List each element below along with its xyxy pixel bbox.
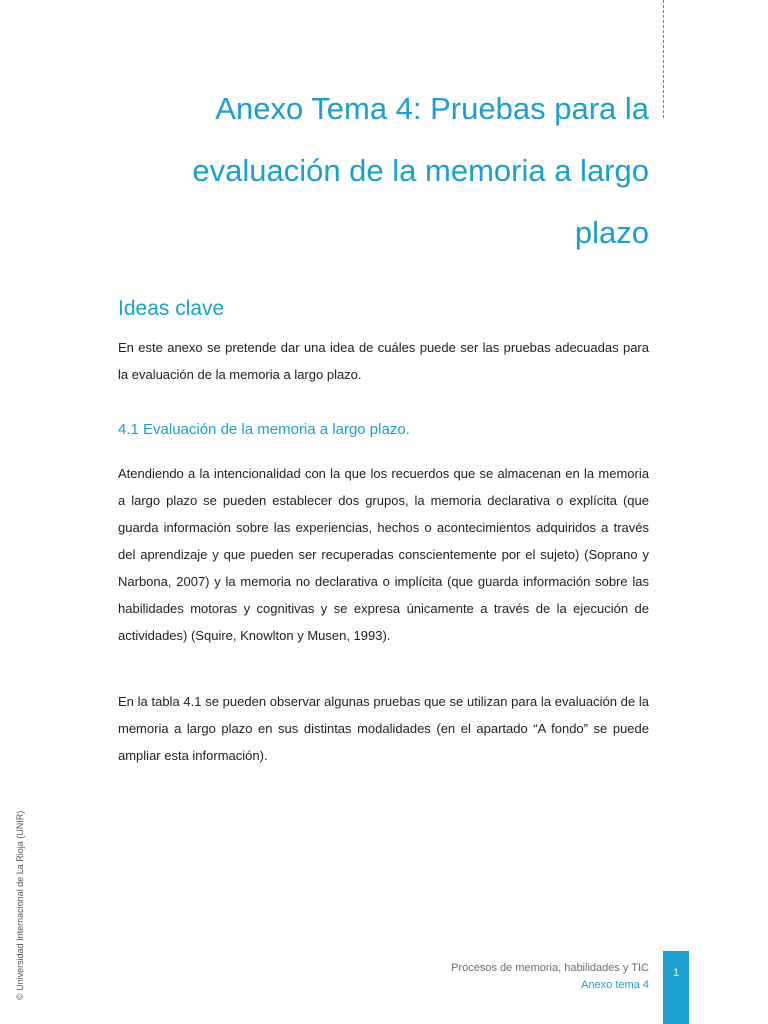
top-divider-line: [663, 0, 664, 118]
footer-course-name: Procesos de memoria, habilidades y TIC: [451, 962, 649, 974]
body-paragraph-1: Atendiendo a la intencionalidad con la que los recuerdos que se almacenan en la memoria a largo plazo se pueden establecer dos grupos, la memoria declarativa o explícita (que guarda información sobre las experiencias, hechos o acontecimientos adquiridos a través del aprendizaje y que pueden ser recuperadas conscientemente por el sujeto) (Soprano y Narbona, 2007) y la memoria no declarativa o implícita (que guarda información sobre las habilidades motoras y cognitivas y se expresa únicamente a través de la ejecución de actividades) (Squire, Knowlton y Musen, 1993).: [118, 466, 649, 643]
body-paragraph-2: En la tabla 4.1 se pueden observar algunas pruebas que se utilizan para la evaluación de la memoria a largo plazo en sus distintas modalidades (en el apartado “A fondo” se puede ampliar esta información).: [118, 694, 649, 763]
document-title: Anexo Tema 4: Pruebas para la evaluación de la memoria a largo plazo: [192, 91, 649, 250]
subsection-heading: 4.1 Evaluación de la memoria a largo plazo.: [118, 421, 410, 438]
section-heading: Ideas clave: [118, 297, 225, 320]
page-number: 1: [672, 967, 680, 979]
copyright-notice: © Universidad Internacional de La Rioja (UNIR): [15, 810, 25, 1000]
intro-paragraph: En este anexo se pretende dar una idea de cuáles puede ser las pruebas adecuadas para la evaluación de la memoria a largo plazo.: [118, 340, 649, 382]
page-number-badge: [663, 951, 689, 1024]
footer-chapter-label: Anexo tema 4: [581, 979, 649, 991]
